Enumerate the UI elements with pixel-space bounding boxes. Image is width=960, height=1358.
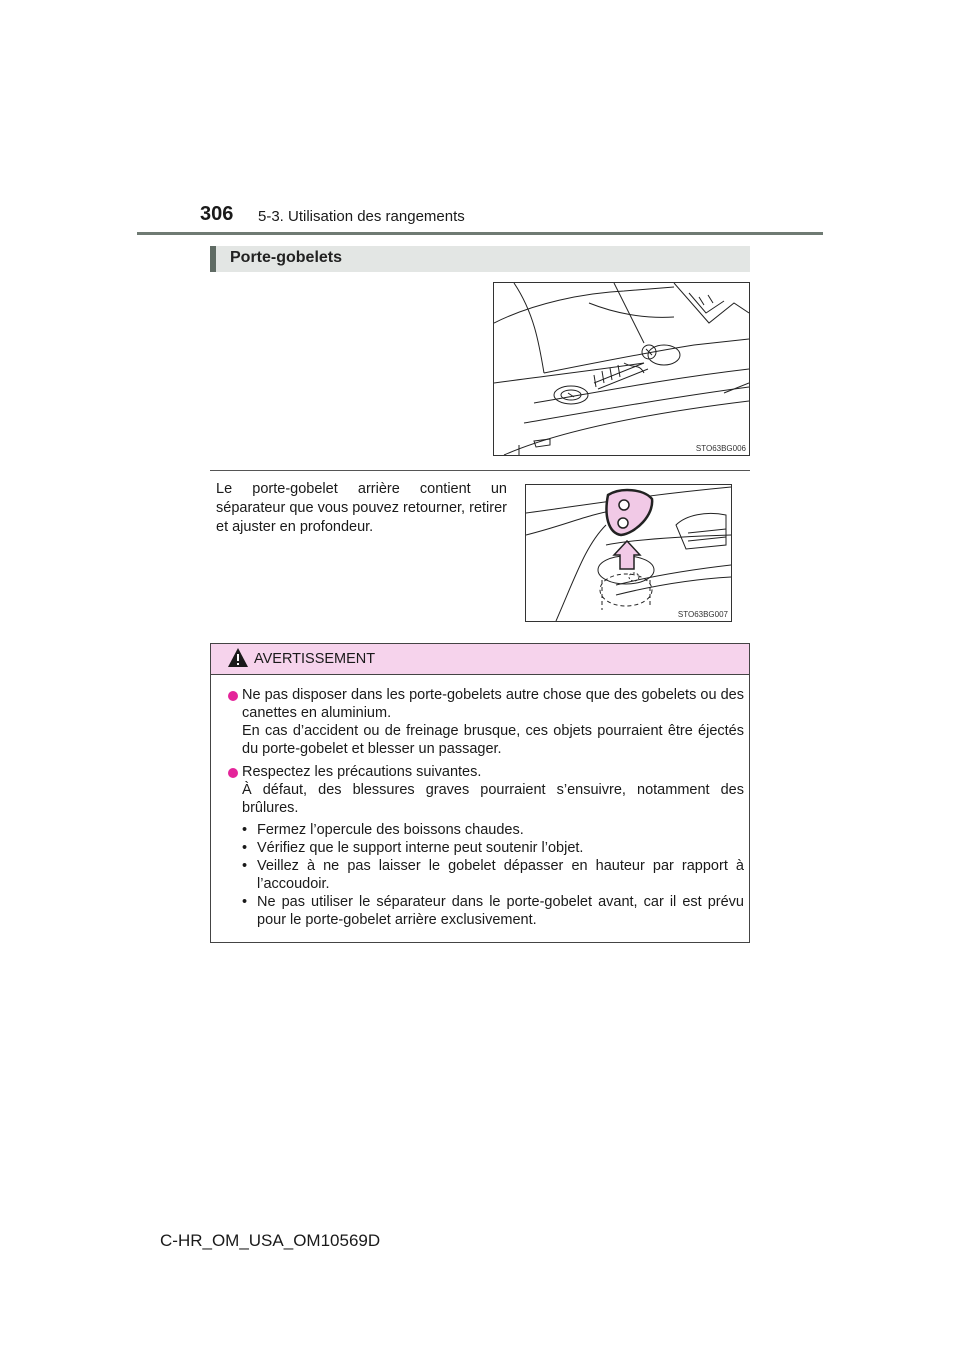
warning-bullet-1-line2: En cas d’accident ou de freinage brusque, ces objets pourraient être éjectés du porte-gobelet et blesser un passager.	[242, 723, 744, 757]
precaution-item: • Vérifiez que le support interne peut soutenir l’objet.	[242, 839, 744, 857]
bullet-dot-icon	[228, 691, 238, 701]
precaution-item: • Fermez l’opercule des boissons chaudes.	[242, 821, 744, 839]
front-figure-code: STO63BG006	[695, 444, 746, 453]
header-rule	[137, 232, 823, 235]
warning-bullet-2-line2: À défaut, des blessures graves pourraient s’ensuivre, notamment des brûlures.	[242, 782, 744, 816]
warning-header	[211, 644, 749, 675]
section-title: 5-3. Utilisation des rangements	[258, 208, 465, 225]
warning-bullet-1-line1: Ne pas disposer dans les porte-gobelets autre chose que des gobelets ou des canettes en aluminium.	[242, 687, 744, 721]
precaution-item: • Veillez à ne pas laisser le gobelet dépasser en hauteur par rapport à l’accoudoir.	[242, 857, 744, 893]
section-divider	[210, 470, 750, 471]
page-number: 306	[200, 203, 234, 225]
precaution-item: • Ne pas utiliser le séparateur dans le porte-gobelet avant, car il est prévu pour le porte-gobelet arrière exclusivement.	[242, 893, 744, 929]
warning-triangle-icon	[227, 647, 249, 669]
warning-box	[210, 643, 750, 943]
document-code-footer: C-HR_OM_USA_OM10569D	[160, 1231, 381, 1250]
rear-figure-code: STO63BG007	[677, 610, 728, 619]
heading-bar	[210, 246, 750, 272]
rear-cupholder-illustration	[525, 484, 732, 622]
rear-cupholder-description: Le porte-gobelet arrière contient un séparateur que vous pouvez retourner, retirer et ajuster en profondeur.	[216, 481, 507, 535]
warning-bullet-1	[242, 686, 744, 758]
front-cupholder-illustration	[493, 282, 750, 456]
warning-bullet-2-line1: Respectez les précautions suivantes.	[242, 764, 482, 780]
warning-bullet-2	[242, 763, 744, 817]
warning-title: AVERTISSEMENT	[254, 651, 376, 667]
precaution-list	[242, 821, 744, 929]
bullet-dot-icon	[228, 768, 238, 778]
heading-title: Porte-gobelets	[230, 249, 343, 266]
